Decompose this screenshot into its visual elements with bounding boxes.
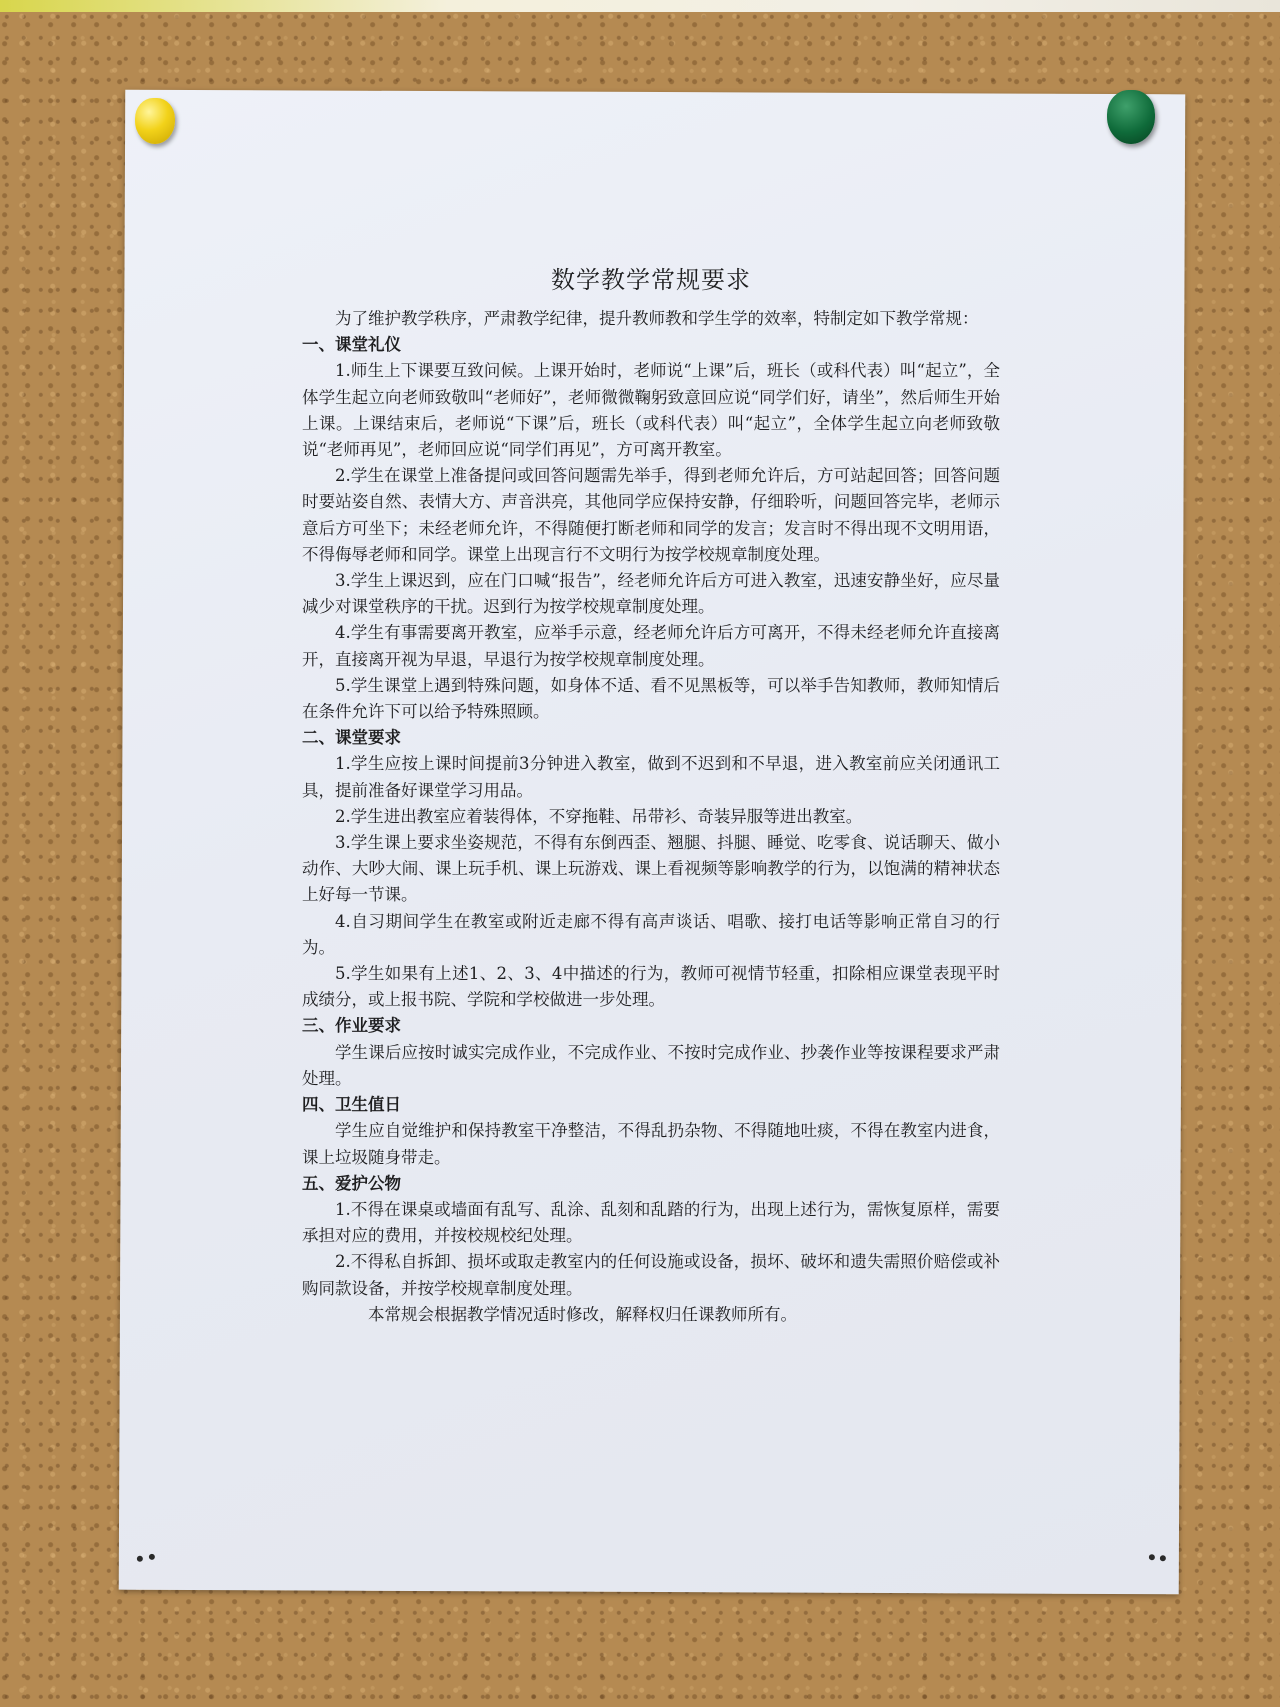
rule-item: 4.自习期间学生在教室或附近走廊不得有高声谈话、唱歌、接打电话等影响正常自习的行为。 (302, 911, 1000, 957)
rule-item: 5.学生如果有上述1、2、3、4中描述的行为，教师可视情节轻重，扣除相应课堂表现平时成绩分，或上报书院、学院和学校做进一步处理。 (302, 964, 1000, 1010)
pin-hole (149, 1554, 155, 1560)
rule-item: 3.学生课上要求坐姿规范，不得有东倒西歪、翘腿、抖腿、睡觉、吃零食、说话聊天、做小动作、大吵大闹、课上玩手机、课上玩游戏、课上看视频等影响教学的行为，以饱满的精神状态上好每一节课。 (302, 833, 1000, 905)
document-title: 数学教学常规要求 (551, 266, 751, 294)
rule-item: 2.学生进出教室应着装得体，不穿拖鞋、吊带衫、奇装异服等进出教室。 (335, 806, 863, 826)
closing-paragraph: 本常规会根据教学情况适时修改，解释权归任课教师所有。 (368, 1304, 797, 1324)
section-heading-public-property: 五、爱护公物 (302, 1173, 401, 1193)
intro-paragraph: 为了维护教学秩序，严肃教学纪律，提升教师教和学生学的效率，特制定如下教学常规： (335, 309, 979, 328)
rule-item: 2.学生在课堂上准备提问或回答问题需先举手，得到老师允许后，方可站起回答；回答问题时要站姿自然、表情大方、声音洪亮，其他同学应保持安静，仔细聆听，问题回答完毕，老师示意后方可坐下；未经老师允许，不得随便打断老师和同学的发言；发言时不得出现不文明用语，不得侮辱老师和同学。课堂上出现言行不文明行为按学校规章制度处理。 (302, 466, 1000, 564)
section-heading-requirements: 二、课堂要求 (302, 728, 401, 748)
rule-item: 学生课后应按时诚实完成作业，不完成作业、不按时完成作业、抄袭作业等按课程要求严肃处理。 (302, 1042, 1000, 1088)
rule-item: 4.学生有事需要离开教室，应举手示意，经老师允许后方可离开，不得未经老师允许直接离开，直接离开视为早退，早退行为按学校规章制度处理。 (302, 623, 1000, 669)
section-heading-etiquette: 一、课堂礼仪 (302, 335, 401, 355)
rule-item: 1.师生上下课要互致问候。上课开始时，老师说“上课”后，班长（或科代表）叫“起立”，全体学生起立向老师致敬叫“老师好”，老师微微鞠躬致意回应说“同学们好，请坐”，然后师生开始上课。上课结束后，老师说“下课”后，班长（或科代表）叫“起立”，全体学生起立向老师致敬说“老师再见”，老师回应说“同学们再见”，方可离开教室。 (302, 361, 1000, 460)
rule-item: 3.学生上课迟到，应在门口喊“报告”，经老师允许后方可进入教室，迅速安静坐好，应尽量减少对课堂秩序的干扰。迟到行为按学校规章制度处理。 (302, 571, 1000, 617)
section-heading-homework: 三、作业要求 (302, 1016, 401, 1036)
background-poster-strip (0, 0, 1280, 12)
pin-hole (1149, 1554, 1155, 1560)
section-heading-hygiene: 四、卫生值日 (302, 1095, 401, 1115)
rule-item: 5.学生课堂上遇到特殊问题，如身体不适、看不见黑板等，可以举手告知教师，教师知情后在条件允许下可以给予特殊照顾。 (302, 675, 1000, 722)
pin-hole (1160, 1555, 1166, 1561)
notice-content (302, 265, 1000, 1328)
pin-hole (137, 1556, 143, 1562)
rule-item: 2.不得私自拆卸、损坏或取走教室内的任何设施或设备，损坏、破坏和遗失需照价赔偿或补购同款设备，并按学校规章制度处理。 (302, 1252, 1000, 1298)
rule-item: 1.学生应按上课时间提前3分钟进入教室，做到不迟到和不早退，进入教室前应关闭通讯工具，提前准备好课堂学习用品。 (302, 754, 1000, 800)
green-push-pin-icon (1107, 90, 1155, 144)
yellow-push-pin-icon (135, 98, 175, 144)
rule-item: 学生应自觉维护和保持教室干净整洁，不得乱扔杂物、不得随地吐痰，不得在教室内进食，课上垃圾随身带走。 (302, 1121, 1000, 1167)
rule-item: 1.不得在课桌或墙面有乱写、乱涂、乱刻和乱踏的行为，出现上述行为，需恢复原样，需要承担对应的费用，并按校规校纪处理。 (302, 1199, 1000, 1246)
